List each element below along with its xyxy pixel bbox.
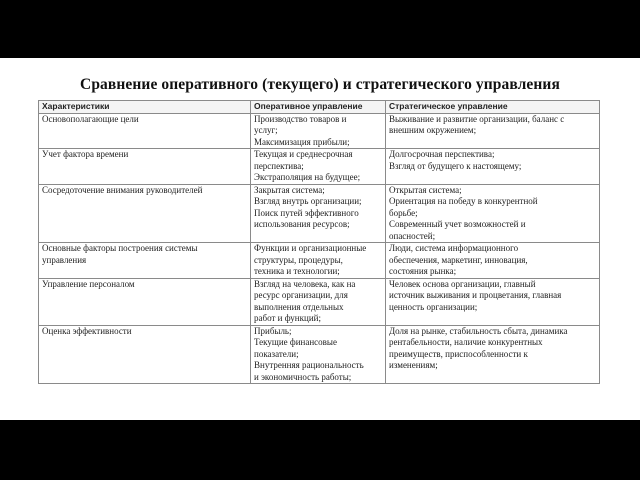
- cell-line: Управление персоналом: [42, 278, 135, 289]
- cell-line: Функции и организационные: [254, 243, 367, 253]
- cell-line: Внутренняя рациональность: [254, 360, 364, 370]
- header-operational: Оперативное управление: [251, 101, 386, 114]
- cell-operational: [251, 149, 386, 185]
- cell-strategic: [386, 149, 600, 185]
- slide: [0, 58, 640, 420]
- cell-strategic: [386, 243, 600, 279]
- cell-line: Взгляд от будущего к настоящему;: [389, 160, 522, 171]
- cell-strategic: [386, 278, 600, 325]
- cell-line: Производство товаров и: [254, 113, 347, 124]
- cell-line: ценность организации;: [389, 301, 478, 312]
- cell-line: Оценка эффективности: [42, 325, 132, 336]
- cell-line: услуг;: [254, 125, 278, 135]
- cell-line: Текущие финансовые: [254, 337, 337, 347]
- table-header-row: [39, 101, 600, 114]
- cell-line: Учет фактора времени: [42, 149, 129, 159]
- cell-operational: [251, 184, 386, 243]
- table-row: [39, 325, 600, 384]
- cell-line: работ и функций;: [254, 313, 321, 323]
- cell-operational: [251, 325, 386, 384]
- cell-line: Люди, система информационного: [389, 243, 519, 253]
- cell-line: Текущая и среднесрочная: [254, 149, 353, 159]
- cell-line: Основополагающие цели: [42, 113, 139, 124]
- cell-line: ресурс организации, для: [254, 290, 348, 300]
- table-row: [39, 149, 600, 185]
- table-row: [39, 184, 600, 243]
- cell-line: Основные факторы построения системы: [42, 243, 198, 253]
- cell-line: и экономичность работы;: [254, 371, 352, 382]
- cell-line: Взгляд на человека, как на: [254, 278, 356, 289]
- cell-line: Человек основа организации, главный: [389, 278, 536, 289]
- cell-line: источник выживания и процветания, главная: [389, 290, 562, 300]
- cell-line: Взгляд внутрь организации;: [254, 196, 362, 206]
- table-row: [39, 243, 600, 279]
- cell-characteristic: [39, 184, 251, 243]
- cell-line: изменениям;: [389, 360, 438, 370]
- cell-line: техника и технологии;: [254, 266, 340, 276]
- cell-line: перспектива;: [254, 160, 304, 171]
- cell-characteristic: [39, 243, 251, 279]
- table-row: [39, 278, 600, 325]
- comparison-table: [38, 100, 600, 384]
- header-strategic: Стратегическое управление: [386, 101, 600, 114]
- cell-line: опасностей;: [389, 230, 436, 241]
- cell-line: Поиск путей эффективного: [254, 207, 359, 218]
- cell-line: Сосредоточение внимания руководителей: [42, 184, 203, 195]
- cell-line: борьбе;: [389, 207, 418, 218]
- table-row: [39, 113, 600, 149]
- cell-line: выполнения отдельных: [254, 301, 344, 312]
- cell-line: управления: [42, 254, 87, 265]
- cell-line: рентабельности, наличие конкурентных: [389, 337, 543, 347]
- cell-line: преимуществ, приспособленности к: [389, 348, 528, 359]
- cell-line: Максимизация прибыли;: [254, 136, 350, 147]
- cell-strategic: [386, 325, 600, 384]
- cell-operational: [251, 113, 386, 149]
- cell-characteristic: [39, 113, 251, 149]
- cell-characteristic: [39, 278, 251, 325]
- cell-line: Доля на рынке, стабильность сбыта, динамика: [389, 325, 568, 336]
- slide-title: Сравнение оперативного (текущего) и стратегического управления: [80, 76, 560, 93]
- cell-strategic: [386, 184, 600, 243]
- cell-line: Долгосрочная перспектива;: [389, 149, 495, 159]
- cell-line: Прибыль;: [254, 325, 292, 336]
- cell-line: Ориентация на победу в конкурентной: [389, 196, 538, 206]
- cell-line: показатели;: [254, 348, 299, 359]
- cell-line: внешним окружением;: [389, 125, 477, 135]
- cell-characteristic: [39, 149, 251, 185]
- cell-strategic: [386, 113, 600, 149]
- cell-line: Открытая система;: [389, 184, 462, 195]
- header-characteristics: Характеристики: [39, 101, 251, 114]
- cell-operational: [251, 278, 386, 325]
- cell-line: Закрытая система;: [254, 184, 325, 195]
- cell-operational: [251, 243, 386, 279]
- cell-line: структуры, процедуры,: [254, 254, 343, 265]
- cell-line: использования ресурсов;: [254, 219, 350, 229]
- cell-line: Выживание и развитие организации, баланс с: [389, 113, 565, 124]
- cell-characteristic: [39, 325, 251, 384]
- cell-line: обеспечения, маркетинг, инновация,: [389, 254, 528, 265]
- cell-line: Современный учет возможностей и: [389, 219, 526, 229]
- cell-line: состояния рынка;: [389, 266, 457, 276]
- cell-line: Экстраполяция на будущее;: [254, 172, 361, 182]
